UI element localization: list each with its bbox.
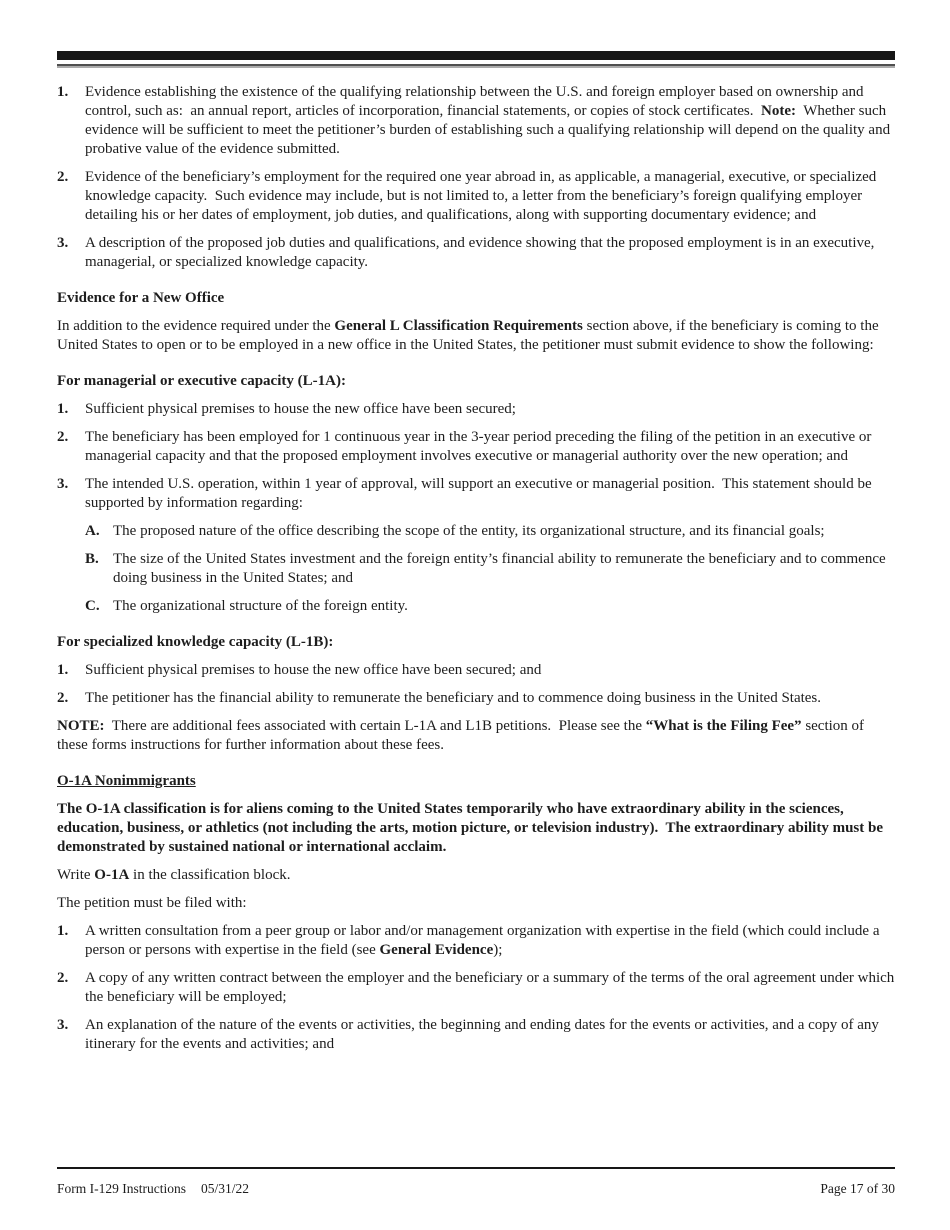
text-run-bold: “What is the Filing Fee” [645,718,802,734]
text-run: section of these forms instructions for further information about these fees. [57,718,868,753]
text-run: There are additional fees associated with certain L-1A and L1B petitions. Please see the [104,718,646,734]
sub-list-item [85,522,895,541]
list-item [57,689,895,708]
list-marker: 1. [57,401,69,417]
list-marker: 1. [57,662,69,678]
list-item-text: The intended U.S. operation, within 1 year of approval, will support an executive or managerial position. This statement should be supported by information regarding: [85,476,876,511]
page-footer [57,1180,895,1197]
list-marker: 2. [57,970,69,986]
list-item-text: Sufficient physical premises to house the new office have been secured; and [85,662,542,678]
list-marker: 2. [57,169,69,185]
sub-list-item [85,550,895,588]
text-run: A written consultation from a peer group or labor and/or management organization with expertise in the field (which could include a person or persons with expertise in the field (see [85,923,884,958]
sub-list-item-text: The size of the United States investment and the foreign entity’s financial ability to remunerate the beneficiary and to commence doing business in the United States; and [113,551,890,586]
classification-code: O-1A [94,867,130,883]
list-marker: 2. [57,429,69,445]
o1a-description-paragraph: The O-1A classification is for aliens coming to the United States temporarily who have extraordinary ability in the sciences, education, business, or athletics (not including the arts, motion picture, or television industry). The extraordinary ability must be demonstrated by sustained national or international acclaim. [57,801,887,855]
footer-rule [57,1167,895,1169]
list-item [57,1016,895,1054]
sub-list-marker: B. [85,551,99,567]
footer-form-title: Form I-129 Instructions [57,1181,186,1196]
section-heading-new-office: Evidence for a New Office [57,290,225,306]
list-marker: 2. [57,690,69,706]
note-label: NOTE: [57,718,105,734]
list-item-text: An explanation of the nature of the events or activities, the beginning and ending dates for the events or activities, and a copy of any itinerary for the events and activities; and [85,1017,883,1052]
text-run: In addition to the evidence required under the [57,318,335,334]
list-item-text: The petitioner has the financial ability to remunerate the beneficiary and to commence doing business in the United States. [85,690,822,706]
top-rule-thin [57,64,895,68]
footer-page-number: Page 17 of 30 [820,1181,895,1196]
text-run: Whether such evidence will be sufficient to meet the petitioner’s burden of establishing such a qualifying relationship will depend on the quality and probative value of the evidence submitted. [85,103,894,157]
sub-list-marker: C. [85,598,100,614]
section-heading-l1b: For specialized knowledge capacity (L-1B): [57,634,334,650]
text-run-bold: General Evidence [379,942,494,958]
sub-list-marker: A. [85,523,100,539]
list-item [57,400,895,419]
text-run: ); [493,942,503,958]
o1a-filing-intro: The petition must be filed with: [57,895,247,911]
sub-list-item [85,597,895,616]
section-heading-l1a: For managerial or executive capacity (L-1A): [57,373,346,389]
list-item-text: A copy of any written contract between the employer and the beneficiary or a summary of the terms of the oral agreement under which the beneficiary will be employed; [85,970,899,1005]
section-heading-o1a: O-1A Nonimmigrants [57,773,196,789]
list-item-text: A description of the proposed job duties and qualifications, and evidence showing that the proposed employment is in an executive, managerial, or specialized knowledge capacity. [85,235,879,270]
list-item-text: Evidence of the beneficiary’s employment for the required one year abroad in, as applicable, a managerial, executive, or specialized knowledge capacity. Such evidence may include, but is not limited to, a letter from the beneficiary’s foreign qualifying employer detailing his or her dates of employment, job duties, and qualifications, along with supporting documentary evidence; and [85,169,881,223]
list-item [57,428,895,466]
text-run: Evidence establishing the existence of the qualifying relationship between the U.S. and foreign employer based on ownership and control, such as: an annual report, articles of incorporation, financial statements, or copies of stock certificates. [85,84,868,119]
new-office-intro-paragraph [57,317,895,355]
text-run: section above, if the beneficiary is coming to the United States to open or to be employed in a new office in the United States, the petitioner must submit evidence to show the following: [57,318,883,353]
list-item [57,922,895,960]
o1a-write-line [57,866,895,885]
fees-note-paragraph [57,717,895,755]
list-item-text: Sufficient physical premises to house the new office have been secured; [85,401,516,417]
list-item [57,168,895,225]
text-run: Write [57,867,95,883]
list-marker: 1. [57,923,69,939]
top-rule-thick [57,51,895,60]
list-item [57,969,899,1007]
text-run-bold: General L Classification Requirements [334,318,583,334]
list-marker: 3. [57,1017,69,1033]
list-item [57,475,895,513]
footer-edition-date: 05/31/22 [201,1181,250,1196]
list-item [57,83,895,159]
list-marker: 1. [57,84,69,100]
list-marker: 3. [57,476,69,492]
footer-left [57,1180,249,1197]
sub-list-item-text: The organizational structure of the foreign entity. [113,598,408,614]
list-item-text: The beneficiary has been employed for 1 continuous year in the 3-year period preceding the filing of the petition in an executive or managerial capacity and that the proposed employment involves executive or managerial authority over the new operation; and [85,429,876,464]
text-run: in the classification block. [129,867,291,883]
list-marker: 3. [57,235,69,251]
sub-list-item-text: The proposed nature of the office describing the scope of the entity, its organizational structure, and its financial goals; [113,523,825,539]
list-item [57,661,895,680]
list-item-text [85,83,895,159]
list-item-text [85,922,895,960]
list-item [57,234,895,272]
note-label: Note: [761,103,796,119]
